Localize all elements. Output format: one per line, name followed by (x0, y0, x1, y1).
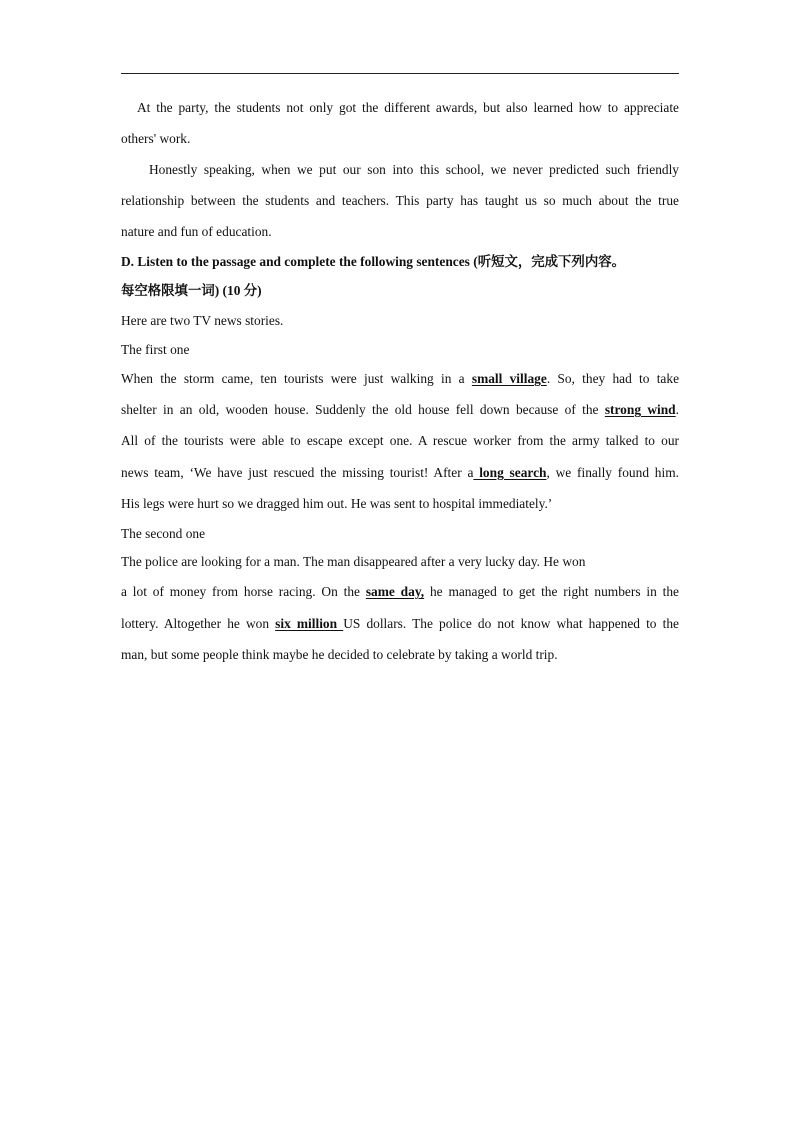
answer-small-village: small village (471, 371, 547, 386)
paragraph-line: nature and fun of education. (121, 224, 272, 239)
paragraph-line: His legs were hurt so we dragged him out. He was sent to hospital immediately.’ (121, 496, 553, 511)
section-heading: D. Listen to the passage and complete the following sentences (听短文，完成下列内容。 (121, 254, 625, 269)
intro-line: Here are two TV news stories. (121, 313, 284, 328)
paragraph-line: others' work. (121, 131, 191, 146)
text-run: lottery. Altogether he won (121, 616, 276, 631)
text-run: he managed to get the right numbers in the (424, 584, 679, 599)
text-run: . (675, 402, 679, 417)
story-label: The second one (121, 526, 206, 541)
header-rule (121, 73, 679, 74)
text-run: shelter in an old, wooden house. Suddenly the old house fell down because of the (121, 402, 605, 417)
answer-long-search: long search (473, 465, 547, 480)
paragraph-line (121, 464, 679, 482)
paragraph-line: The police are looking for a man. The man disappeared after a very lucky day. He won (121, 554, 586, 569)
text-run: When the storm came, ten tourists were just walking in a (121, 371, 472, 386)
paragraph-line: Honestly speaking, when we put our son into this school, we never predicted such friendly (149, 162, 679, 177)
paragraph-line (121, 370, 679, 388)
paragraph-line (121, 401, 679, 419)
text-run: . So, they had to take (546, 371, 680, 386)
story-label: The first one (121, 342, 190, 357)
text-run: news team, ‘We have just rescued the missing tourist! After a (121, 465, 474, 480)
paragraph-line (121, 615, 679, 633)
text-run: , we finally found him. (546, 465, 679, 480)
paragraph-line: man, but some people think maybe he decided to celebrate by taking a world trip. (121, 647, 558, 662)
answer-strong-wind: strong wind (604, 402, 676, 417)
paragraph-line: relationship between the students and teachers. This party has taught us so much about the true (121, 193, 679, 208)
paragraph-line: All of the tourists were able to escape except one. A rescue worker from the army talked to our (121, 433, 679, 448)
paragraph-line (121, 583, 679, 601)
text-run: a lot of money from horse racing. On the (121, 584, 366, 599)
answer-same-day: same day, (365, 584, 425, 599)
paragraph-line: At the party, the students not only got the different awards, but also learned how to appreciate (137, 100, 679, 115)
answer-six-million: six million (275, 616, 344, 631)
text-run: US dollars. The police do not know what happened to the (343, 616, 679, 631)
section-heading: 每空格限填一词) (10 分) (121, 283, 262, 298)
